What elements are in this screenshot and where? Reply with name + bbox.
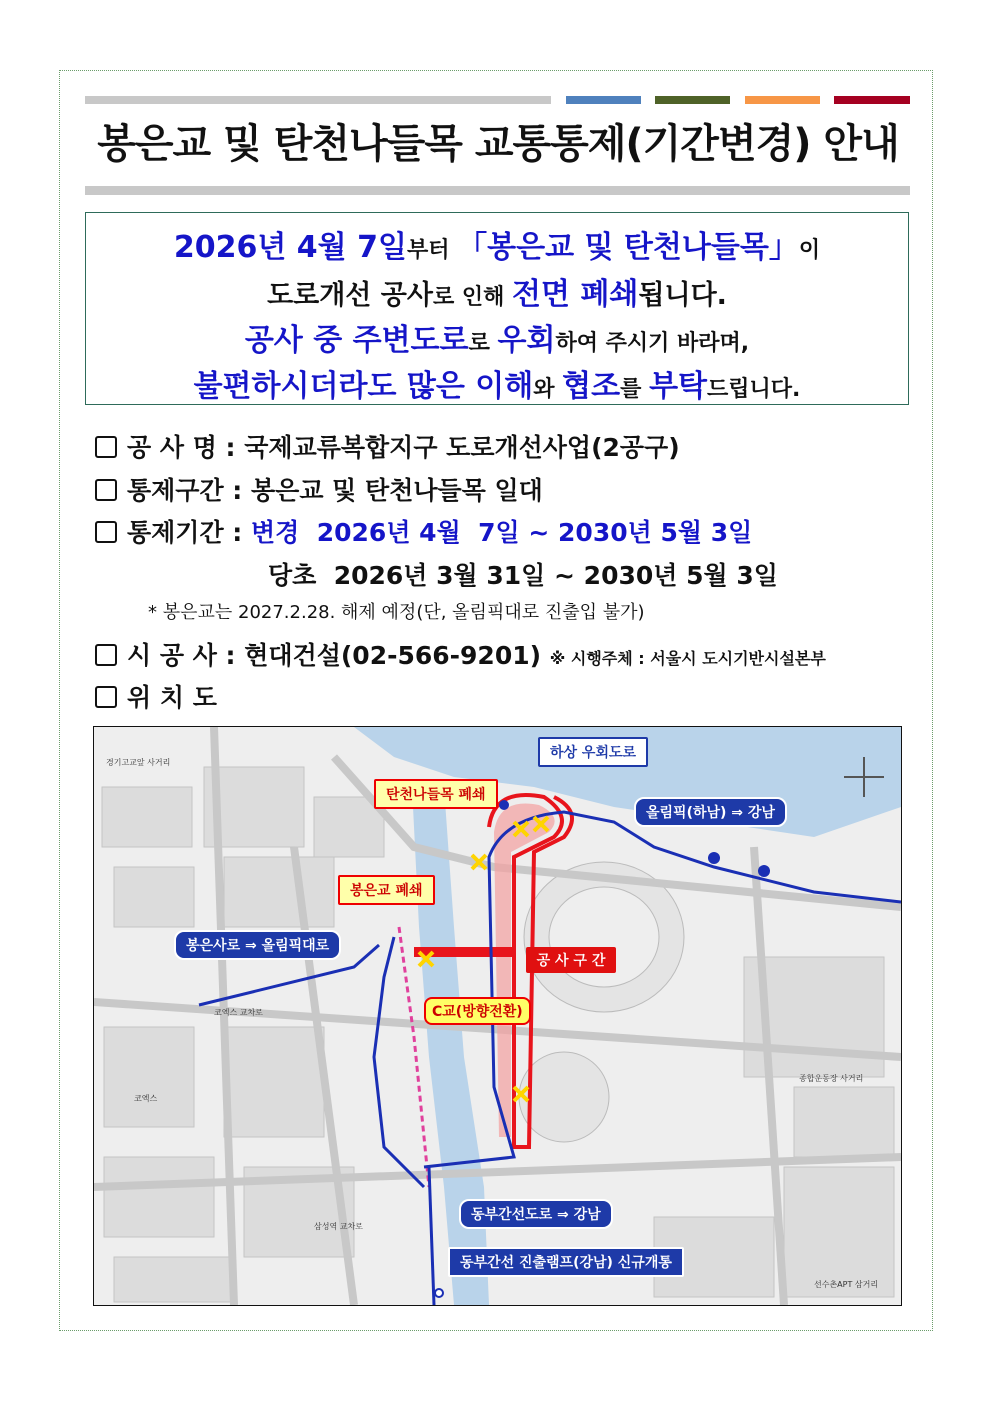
notice-text: 도로개선 공사: [267, 280, 433, 311]
item-label: 통제기간 :: [127, 518, 243, 547]
notice-text: 와: [533, 377, 563, 402]
notice-closure: 전면 폐쇄: [512, 277, 639, 312]
notice-location: 「봉은교 및 탄천나들목」: [457, 230, 799, 265]
notice-highlight: 협조: [562, 369, 621, 404]
item-contractor: [95, 636, 826, 672]
item-label: 위 치 도: [127, 683, 217, 712]
header-bar-red: [834, 96, 910, 104]
notice-box: [85, 212, 909, 405]
notice-text: 부터: [406, 238, 458, 263]
place-kyunggi-hs: 경기고교앞 사거리: [106, 758, 171, 767]
label-c-bridge: C교(방향전환): [424, 997, 531, 1025]
place-coex-intersection: 코엑스 교차로: [214, 1008, 263, 1017]
place-coex: 코엑스: [134, 1094, 158, 1103]
period-changed: 변경 2026년 4월 7일 ~ 2030년 5월 3일: [251, 518, 753, 547]
checkbox-icon: [95, 479, 117, 501]
label-dongbu-ramp: 동부간선 진출램프(강남) 신규개통: [448, 1247, 684, 1277]
notice-text: 로: [468, 331, 498, 356]
header-bar-green: [655, 96, 730, 104]
label-dongbu-to-gangnam: 동부간선도로 ⇒ 강남: [459, 1199, 613, 1229]
title-underline: [85, 186, 910, 195]
header-bar-blue: [566, 96, 641, 104]
item-value: 국제교류복합지구 도로개선사업(2공구): [244, 433, 680, 462]
item-value: 현대건설(02-566-9201): [244, 641, 542, 670]
checkbox-icon: [95, 686, 117, 708]
notice-highlight: 불편하시더라도 많은 이해: [193, 369, 534, 404]
label-tancheon-closed: 탄천나들목 폐쇄: [374, 779, 498, 809]
checkbox-icon: [95, 521, 117, 543]
notice-line-3: [86, 315, 908, 359]
notice-highlight: 부탁: [649, 369, 708, 404]
checkbox-icon: [95, 436, 117, 458]
notice-text: 이: [798, 238, 821, 263]
notice-line-4: [86, 361, 908, 405]
notice-text: 드립니다.: [707, 377, 801, 402]
notice-text: 를: [620, 377, 650, 402]
header-bar-gray: [85, 96, 551, 104]
location-map: [93, 726, 902, 1306]
place-athletes-apt: 선수촌APT 삼거리: [814, 1280, 879, 1289]
item-label: 통제구간 :: [127, 476, 243, 505]
item-location: [95, 678, 217, 714]
item-section: [95, 471, 543, 507]
contractor-note: ※ 시행주체 : 서울시 도시기반시설본부: [549, 649, 826, 668]
place-sports-complex: 종합운동장 사거리: [799, 1074, 864, 1083]
item-label: 공 사 명 :: [127, 433, 236, 462]
item-label: 시 공 사 :: [127, 641, 236, 670]
header-bar-orange: [745, 96, 820, 104]
label-bongeun-closed: 봉은교 폐쇄: [338, 875, 435, 905]
period-original: 당초 2026년 3월 31일 ~ 2030년 5월 3일: [268, 561, 778, 590]
label-construction-zone: 공 사 구 간: [526, 947, 616, 973]
notice-highlight: 공사 중 주변도로: [244, 323, 469, 358]
checkbox-icon: [95, 644, 117, 666]
baseball-stadium: [519, 1052, 609, 1142]
notice-highlight: 우회: [497, 323, 556, 358]
place-samseong-intersection: 삼성역 교차로: [314, 1222, 363, 1231]
notice-line-2: [86, 269, 908, 313]
notice-text: 로 인해: [432, 285, 513, 310]
notice-date: 2026년 4월 7일: [173, 230, 407, 265]
item-value: 봉은교 및 탄천나들목 일대: [251, 476, 543, 505]
item-project: [95, 428, 680, 464]
label-riverside-detour: 하상 우회도로: [538, 737, 648, 767]
notice-text: 하여 주시기 바라며,: [555, 331, 750, 356]
period-note: * 봉은교는 2027.2.28. 해제 예정(단, 올림픽대로 진출입 불가): [148, 602, 645, 623]
notice-line-1: [86, 222, 908, 266]
label-olympic-to-gangnam: 올림픽(하남) ⇒ 강남: [634, 797, 787, 827]
item-period: [95, 513, 752, 549]
page-title: 봉은교 및 탄천나들목 교통통제(기간변경) 안내: [97, 121, 899, 167]
notice-text: 됩니다.: [638, 280, 727, 311]
label-bongeunsa-to-olympic: 봉은사로 ⇒ 올림픽대로: [174, 930, 341, 960]
